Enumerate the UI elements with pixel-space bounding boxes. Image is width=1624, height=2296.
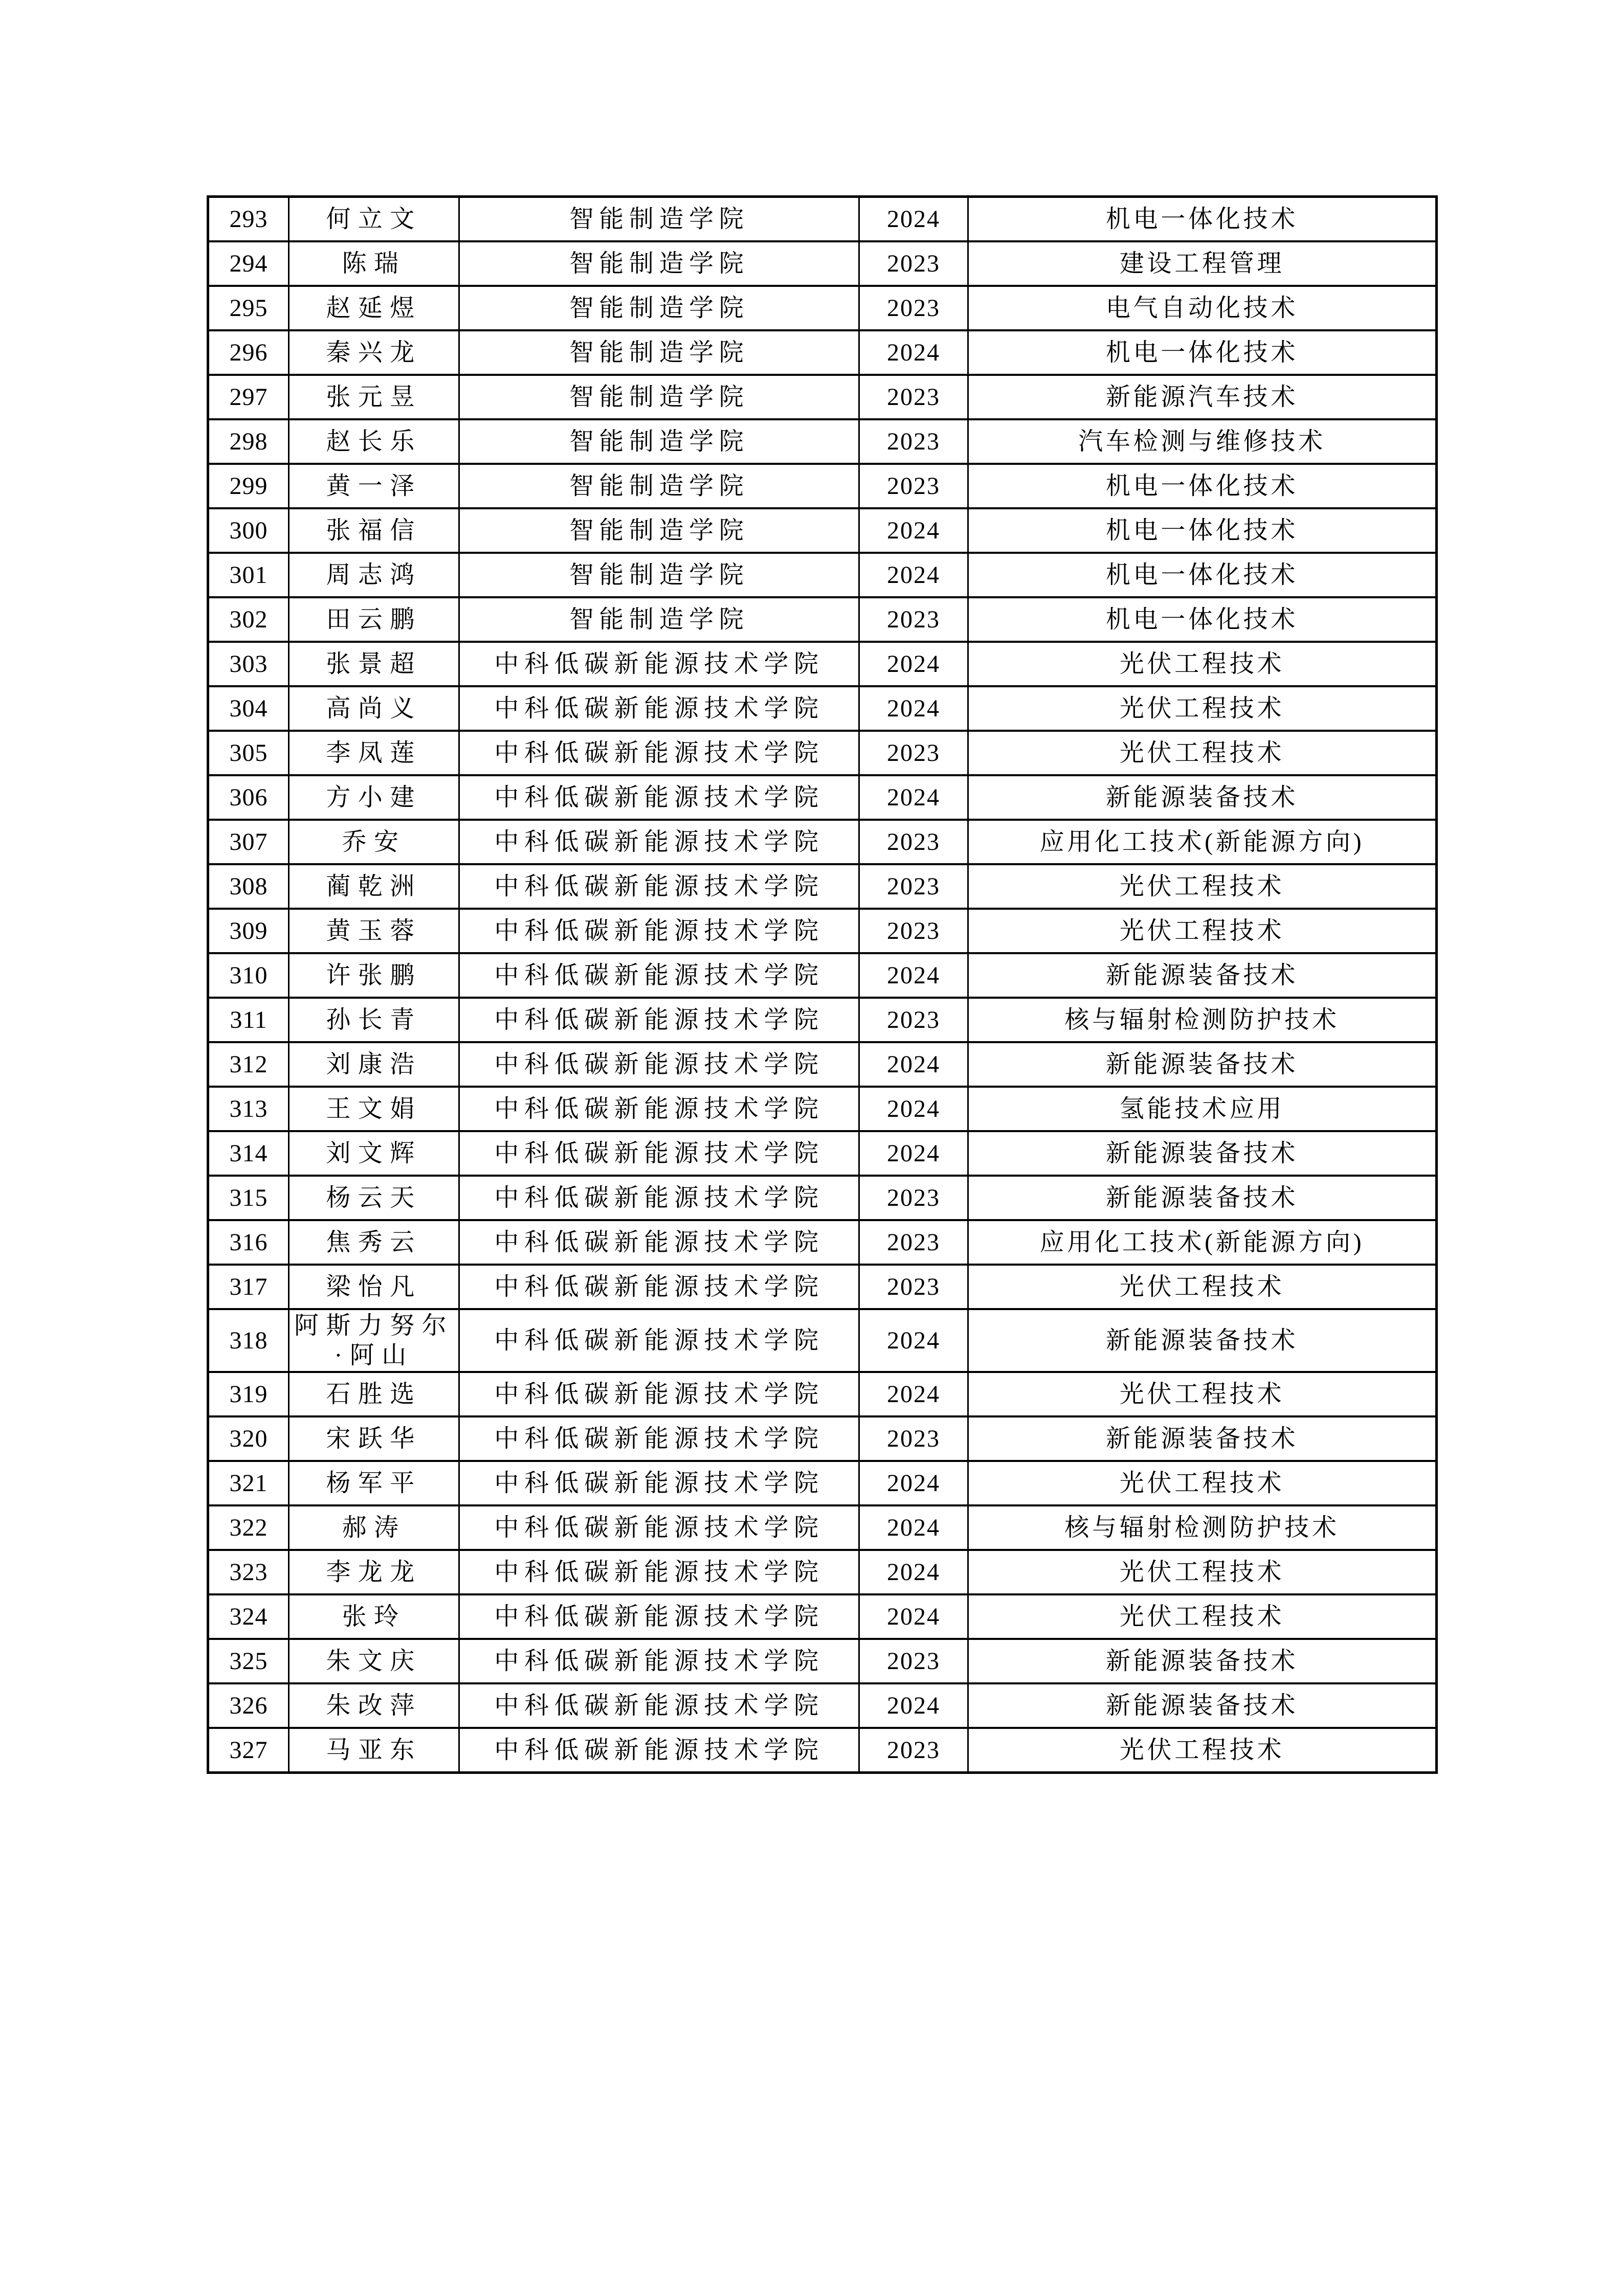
cell-no: 320 xyxy=(208,1416,289,1461)
cell-major: 新能源装备技术 xyxy=(968,1639,1437,1683)
cell-name: 许张鹏 xyxy=(289,953,459,998)
cell-major: 机电一体化技术 xyxy=(968,597,1437,642)
cell-major: 光伏工程技术 xyxy=(968,1728,1437,1773)
cell-name: 陈瑞 xyxy=(289,241,459,286)
cell-major: 汽车检测与维修技术 xyxy=(968,419,1437,464)
cell-year: 2023 xyxy=(859,375,968,419)
cell-college: 中科低碳新能源技术学院 xyxy=(459,1505,859,1550)
cell-major: 建设工程管理 xyxy=(968,241,1437,286)
cell-year: 2023 xyxy=(859,286,968,330)
cell-year: 2024 xyxy=(859,1131,968,1176)
cell-no: 300 xyxy=(208,508,289,553)
cell-year: 2024 xyxy=(859,330,968,375)
cell-major: 机电一体化技术 xyxy=(968,330,1437,375)
cell-name: 黄玉蓉 xyxy=(289,909,459,953)
cell-college: 中科低碳新能源技术学院 xyxy=(459,1265,859,1309)
table-row xyxy=(208,553,1437,597)
cell-name: 蔺乾洲 xyxy=(289,864,459,909)
table-row xyxy=(208,1461,1437,1505)
table-row xyxy=(208,1505,1437,1550)
cell-year: 2023 xyxy=(859,864,968,909)
cell-name: 杨军平 xyxy=(289,1461,459,1505)
table-row xyxy=(208,820,1437,864)
cell-college: 中科低碳新能源技术学院 xyxy=(459,1087,859,1131)
table-row xyxy=(208,864,1437,909)
cell-name: 王文娟 xyxy=(289,1087,459,1131)
cell-no: 298 xyxy=(208,419,289,464)
cell-college: 智能制造学院 xyxy=(459,286,859,330)
cell-no: 314 xyxy=(208,1131,289,1176)
cell-no: 317 xyxy=(208,1265,289,1309)
cell-major: 机电一体化技术 xyxy=(968,197,1437,242)
cell-name: 朱改萍 xyxy=(289,1683,459,1728)
cell-year: 2024 xyxy=(859,1505,968,1550)
cell-year: 2024 xyxy=(859,1087,968,1131)
cell-name: 李龙龙 xyxy=(289,1550,459,1594)
cell-college: 中科低碳新能源技术学院 xyxy=(459,1728,859,1773)
cell-college: 中科低碳新能源技术学院 xyxy=(459,1550,859,1594)
cell-major: 机电一体化技术 xyxy=(968,553,1437,597)
cell-major: 光伏工程技术 xyxy=(968,909,1437,953)
cell-college: 智能制造学院 xyxy=(459,241,859,286)
cell-no: 307 xyxy=(208,820,289,864)
cell-major: 光伏工程技术 xyxy=(968,686,1437,731)
cell-year: 2024 xyxy=(859,1683,968,1728)
table-row xyxy=(208,1265,1437,1309)
cell-year: 2024 xyxy=(859,1550,968,1594)
student-table-body xyxy=(208,197,1437,1773)
cell-name: 宋跃华 xyxy=(289,1416,459,1461)
cell-no: 306 xyxy=(208,775,289,820)
table-row xyxy=(208,1309,1437,1372)
cell-year: 2024 xyxy=(859,508,968,553)
cell-name: 黄一泽 xyxy=(289,464,459,508)
cell-year: 2023 xyxy=(859,464,968,508)
cell-college: 智能制造学院 xyxy=(459,197,859,242)
cell-no: 321 xyxy=(208,1461,289,1505)
cell-name: 刘文辉 xyxy=(289,1131,459,1176)
cell-name: 乔安 xyxy=(289,820,459,864)
cell-year: 2023 xyxy=(859,1220,968,1265)
cell-major: 核与辐射检测防护技术 xyxy=(968,998,1437,1042)
cell-college: 中科低碳新能源技术学院 xyxy=(459,642,859,686)
cell-no: 310 xyxy=(208,953,289,998)
cell-name: 刘康浩 xyxy=(289,1042,459,1087)
cell-no: 295 xyxy=(208,286,289,330)
cell-major: 新能源装备技术 xyxy=(968,775,1437,820)
cell-college: 中科低碳新能源技术学院 xyxy=(459,953,859,998)
table-row xyxy=(208,1683,1437,1728)
cell-major: 光伏工程技术 xyxy=(968,1550,1437,1594)
cell-college: 中科低碳新能源技术学院 xyxy=(459,1220,859,1265)
cell-major: 新能源装备技术 xyxy=(968,953,1437,998)
cell-name: 杨云天 xyxy=(289,1176,459,1220)
cell-name: 赵长乐 xyxy=(289,419,459,464)
cell-major: 应用化工技术(新能源方向) xyxy=(968,820,1437,864)
cell-college: 中科低碳新能源技术学院 xyxy=(459,731,859,775)
cell-year: 2023 xyxy=(859,731,968,775)
cell-major: 新能源装备技术 xyxy=(968,1131,1437,1176)
cell-major: 机电一体化技术 xyxy=(968,464,1437,508)
cell-name: 朱文庆 xyxy=(289,1639,459,1683)
cell-year: 2023 xyxy=(859,597,968,642)
cell-college: 中科低碳新能源技术学院 xyxy=(459,1042,859,1087)
cell-year: 2023 xyxy=(859,820,968,864)
cell-major: 光伏工程技术 xyxy=(968,1265,1437,1309)
cell-college: 中科低碳新能源技术学院 xyxy=(459,775,859,820)
cell-college: 中科低碳新能源技术学院 xyxy=(459,864,859,909)
cell-year: 2024 xyxy=(859,1042,968,1087)
cell-name: 孙长青 xyxy=(289,998,459,1042)
cell-no: 323 xyxy=(208,1550,289,1594)
cell-college: 中科低碳新能源技术学院 xyxy=(459,998,859,1042)
cell-name: 石胜选 xyxy=(289,1372,459,1416)
table-row xyxy=(208,1087,1437,1131)
cell-major: 氢能技术应用 xyxy=(968,1087,1437,1131)
table-row xyxy=(208,508,1437,553)
cell-year: 2024 xyxy=(859,1372,968,1416)
cell-year: 2024 xyxy=(859,553,968,597)
table-row xyxy=(208,909,1437,953)
cell-year: 2023 xyxy=(859,1639,968,1683)
table-row xyxy=(208,286,1437,330)
table-row xyxy=(208,953,1437,998)
table-row xyxy=(208,464,1437,508)
cell-year: 2023 xyxy=(859,998,968,1042)
table-row xyxy=(208,1550,1437,1594)
table-row xyxy=(208,775,1437,820)
table-row xyxy=(208,419,1437,464)
cell-name: 周志鸿 xyxy=(289,553,459,597)
table-row xyxy=(208,597,1437,642)
cell-major: 新能源装备技术 xyxy=(968,1042,1437,1087)
cell-major: 新能源汽车技术 xyxy=(968,375,1437,419)
cell-year: 2024 xyxy=(859,1461,968,1505)
cell-name: 张景超 xyxy=(289,642,459,686)
cell-college: 中科低碳新能源技术学院 xyxy=(459,1309,859,1372)
cell-no: 305 xyxy=(208,731,289,775)
table-row xyxy=(208,197,1437,242)
cell-name: 马亚东 xyxy=(289,1728,459,1773)
cell-college: 智能制造学院 xyxy=(459,375,859,419)
cell-college: 智能制造学院 xyxy=(459,330,859,375)
cell-no: 303 xyxy=(208,642,289,686)
cell-name: 高尚义 xyxy=(289,686,459,731)
table-row xyxy=(208,241,1437,286)
cell-college: 智能制造学院 xyxy=(459,597,859,642)
cell-no: 322 xyxy=(208,1505,289,1550)
cell-no: 312 xyxy=(208,1042,289,1087)
cell-year: 2023 xyxy=(859,909,968,953)
cell-major: 光伏工程技术 xyxy=(968,1372,1437,1416)
cell-major: 光伏工程技术 xyxy=(968,864,1437,909)
cell-college: 中科低碳新能源技术学院 xyxy=(459,1131,859,1176)
cell-no: 325 xyxy=(208,1639,289,1683)
cell-college: 中科低碳新能源技术学院 xyxy=(459,1176,859,1220)
cell-no: 294 xyxy=(208,241,289,286)
cell-college: 智能制造学院 xyxy=(459,464,859,508)
cell-year: 2023 xyxy=(859,1265,968,1309)
student-roster-table xyxy=(207,195,1438,1774)
cell-no: 302 xyxy=(208,597,289,642)
cell-name: 张元昱 xyxy=(289,375,459,419)
table-row xyxy=(208,1728,1437,1773)
cell-year: 2023 xyxy=(859,1416,968,1461)
cell-major: 光伏工程技术 xyxy=(968,731,1437,775)
cell-name: 梁怡凡 xyxy=(289,1265,459,1309)
cell-no: 308 xyxy=(208,864,289,909)
table-row xyxy=(208,1594,1437,1639)
table-row xyxy=(208,330,1437,375)
cell-year: 2024 xyxy=(859,1594,968,1639)
table-row xyxy=(208,1131,1437,1176)
cell-major: 核与辐射检测防护技术 xyxy=(968,1505,1437,1550)
cell-college: 中科低碳新能源技术学院 xyxy=(459,1639,859,1683)
cell-no: 304 xyxy=(208,686,289,731)
cell-no: 318 xyxy=(208,1309,289,1372)
table-row xyxy=(208,375,1437,419)
cell-name: 田云鹏 xyxy=(289,597,459,642)
table-row xyxy=(208,686,1437,731)
table-row xyxy=(208,1416,1437,1461)
cell-major: 新能源装备技术 xyxy=(968,1683,1437,1728)
cell-no: 299 xyxy=(208,464,289,508)
cell-name: 赵延煜 xyxy=(289,286,459,330)
table-row xyxy=(208,998,1437,1042)
cell-no: 324 xyxy=(208,1594,289,1639)
cell-major: 新能源装备技术 xyxy=(968,1309,1437,1372)
cell-year: 2024 xyxy=(859,953,968,998)
cell-no: 315 xyxy=(208,1176,289,1220)
cell-name: 阿斯力努尔·阿山 xyxy=(289,1309,459,1372)
cell-no: 296 xyxy=(208,330,289,375)
cell-no: 319 xyxy=(208,1372,289,1416)
cell-year: 2023 xyxy=(859,419,968,464)
cell-no: 313 xyxy=(208,1087,289,1131)
table-row xyxy=(208,1220,1437,1265)
cell-name: 郝涛 xyxy=(289,1505,459,1550)
cell-no: 297 xyxy=(208,375,289,419)
cell-year: 2024 xyxy=(859,642,968,686)
cell-college: 中科低碳新能源技术学院 xyxy=(459,820,859,864)
cell-college: 中科低碳新能源技术学院 xyxy=(459,1461,859,1505)
cell-name: 何立文 xyxy=(289,197,459,242)
cell-year: 2023 xyxy=(859,241,968,286)
cell-name: 张福信 xyxy=(289,508,459,553)
cell-no: 326 xyxy=(208,1683,289,1728)
cell-name: 秦兴龙 xyxy=(289,330,459,375)
cell-major: 机电一体化技术 xyxy=(968,508,1437,553)
cell-year: 2024 xyxy=(859,775,968,820)
cell-major: 电气自动化技术 xyxy=(968,286,1437,330)
cell-college: 中科低碳新能源技术学院 xyxy=(459,1683,859,1728)
table-row xyxy=(208,731,1437,775)
cell-college: 中科低碳新能源技术学院 xyxy=(459,909,859,953)
table-row xyxy=(208,642,1437,686)
cell-major: 光伏工程技术 xyxy=(968,1461,1437,1505)
table-row xyxy=(208,1176,1437,1220)
cell-no: 316 xyxy=(208,1220,289,1265)
cell-year: 2023 xyxy=(859,1728,968,1773)
cell-year: 2024 xyxy=(859,1309,968,1372)
cell-college: 智能制造学院 xyxy=(459,419,859,464)
cell-no: 311 xyxy=(208,998,289,1042)
table-row xyxy=(208,1639,1437,1683)
cell-major: 新能源装备技术 xyxy=(968,1416,1437,1461)
cell-college: 中科低碳新能源技术学院 xyxy=(459,1416,859,1461)
table-row xyxy=(208,1042,1437,1087)
cell-major: 光伏工程技术 xyxy=(968,642,1437,686)
cell-major: 新能源装备技术 xyxy=(968,1176,1437,1220)
cell-no: 301 xyxy=(208,553,289,597)
cell-no: 327 xyxy=(208,1728,289,1773)
cell-name: 李凤莲 xyxy=(289,731,459,775)
cell-college: 中科低碳新能源技术学院 xyxy=(459,1594,859,1639)
cell-no: 309 xyxy=(208,909,289,953)
cell-college: 智能制造学院 xyxy=(459,508,859,553)
table-row xyxy=(208,1372,1437,1416)
cell-name: 焦秀云 xyxy=(289,1220,459,1265)
cell-college: 中科低碳新能源技术学院 xyxy=(459,686,859,731)
cell-major: 应用化工技术(新能源方向) xyxy=(968,1220,1437,1265)
cell-college: 中科低碳新能源技术学院 xyxy=(459,1372,859,1416)
cell-name: 方小建 xyxy=(289,775,459,820)
cell-major: 光伏工程技术 xyxy=(968,1594,1437,1639)
cell-college: 智能制造学院 xyxy=(459,553,859,597)
cell-year: 2024 xyxy=(859,686,968,731)
cell-name: 张玲 xyxy=(289,1594,459,1639)
cell-year: 2024 xyxy=(859,197,968,242)
cell-no: 293 xyxy=(208,197,289,242)
cell-year: 2023 xyxy=(859,1176,968,1220)
